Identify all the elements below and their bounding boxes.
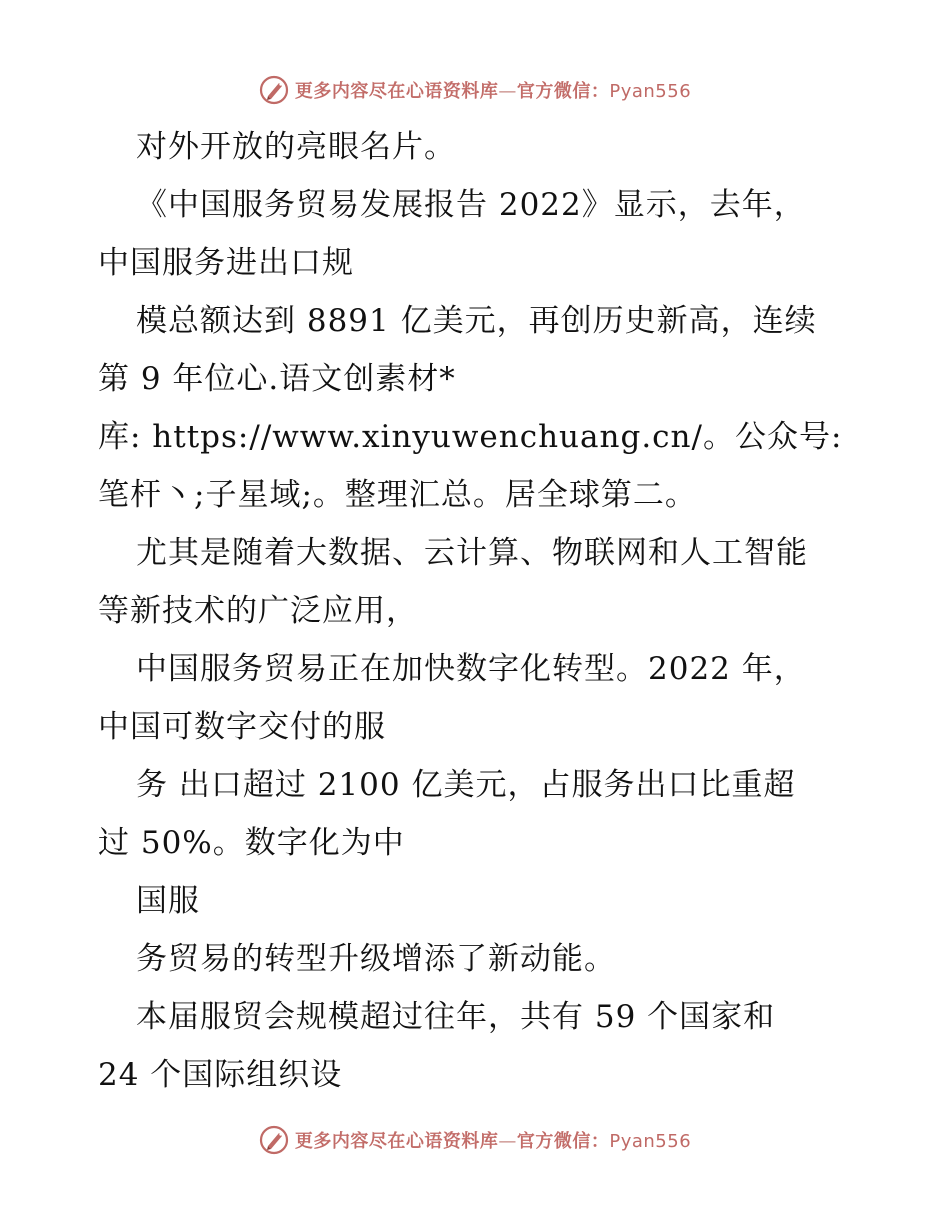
footer-banner-title: 更多内容尽在心语资料库 [294,1131,499,1152]
text-line: 国服 [136,883,200,919]
footer-banner-official: 官方微信： [516,1131,610,1152]
text-line: 笔杆丶;子星域;。整理汇总。居全球第二。 [98,477,697,513]
text-line: 模总额达到 8891 亿美元，再创历史新高，连续 [136,303,817,339]
footer-banner-text [295,1127,691,1153]
text-line: 务 出口超过 2100 亿美元，占服务出口比重超 [136,767,796,803]
header-banner-dash: — [498,81,517,102]
header-banner-text [295,77,691,103]
footer-banner [0,1120,950,1160]
text-line: 第 9 年位心.语文创素材* [98,361,456,397]
text-line: 中国服务贸易正在加快数字化转型。2022 年， [136,651,806,687]
footer-banner-dash: — [498,1131,517,1152]
text-line: 《中国服务贸易发展报告 2022》显示，去年， [136,187,806,223]
text-line: 对外开放的亮眼名片。 [136,129,456,165]
text-line: 中国服务进出口规 [98,245,354,281]
header-wechat-id: Pyan556 [609,81,692,102]
text-line: 中国可数字交付的服 [98,709,386,745]
header-banner [0,70,950,110]
text-line: 本届服贸会规模超过往年，共有 59 个国家和 [136,999,776,1035]
document-body [98,118,858,1104]
text-line: 等新技术的广泛应用， [98,593,418,629]
header-banner-title: 更多内容尽在心语资料库 [294,81,499,102]
text-line: 库: https://www.xinyuwenchuang.cn/。公众号: [98,419,843,455]
text-line: 尤其是随着大数据、云计算、物联网和人工智能 [136,535,808,571]
text-line: 24 个国际组织设 [98,1057,343,1093]
text-line: 过 50%。数字化为中 [98,825,405,861]
pen-logo-icon [259,75,289,105]
pen-logo-icon [259,1125,289,1155]
footer-wechat-id: Pyan556 [609,1131,692,1152]
header-banner-official: 官方微信： [516,81,610,102]
text-line: 务贸易的转型升级增添了新动能。 [136,941,616,977]
